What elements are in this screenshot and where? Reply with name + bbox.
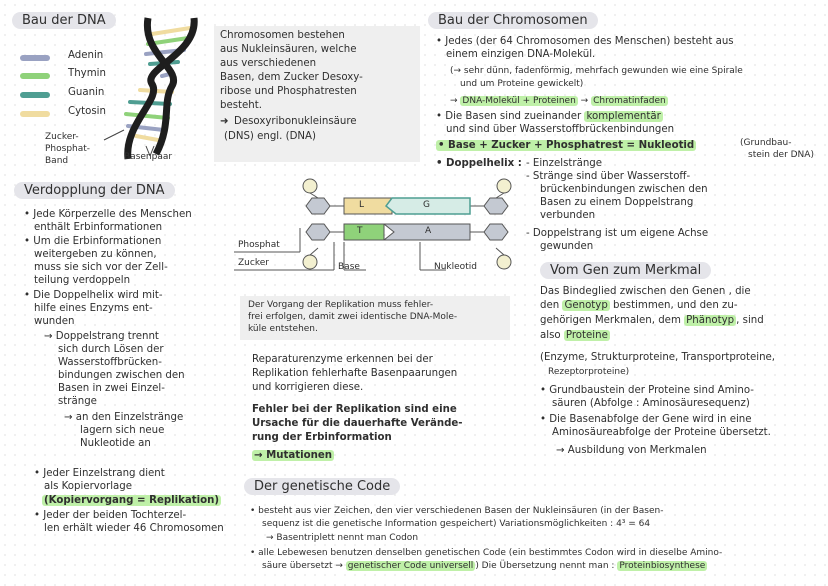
fehler-line-2: Ursache für die dauerhafte Verände-: [252, 418, 463, 429]
base-letter-g: G: [423, 200, 430, 210]
arrow-icon: ➜: [220, 116, 229, 127]
fehler-line-1: Fehler bei der Replikation sind eine: [252, 404, 457, 415]
label-base: Base: [338, 262, 360, 272]
legend-cytosin-label: Cytosin: [68, 106, 106, 117]
helix-label-basenpaar: Basenpaar: [124, 152, 173, 162]
reparatur-line-3: und korrigieren diese.: [252, 382, 364, 393]
base-letter-a: A: [425, 226, 432, 236]
reparatur-line-2: Replikation fehlerhafte Basenpaarungen: [252, 368, 458, 379]
fehler-line-3: rung der Erbinformation: [252, 432, 392, 443]
dna-fullname: Desoxyribonukleinsäure: [234, 116, 357, 127]
legend-guanin-bar: [20, 92, 50, 98]
helix-label-zucker: Zucker-: [45, 132, 79, 142]
nucleotide-diagram: [234, 176, 524, 286]
legend-cytosin-bar: [20, 111, 50, 117]
legend-guanin-label: Guanin: [68, 87, 105, 98]
dna-abbreviation: (DNS) engl. (DNA): [224, 131, 317, 142]
legend-adenin-label: Adenin: [68, 50, 104, 61]
highlight-chromatinfaden: Chromatinfaden: [593, 96, 666, 106]
heading-verdopplung: Verdopplung der DNA: [14, 182, 175, 199]
helix-label-band: Band: [45, 156, 69, 166]
highlight-proteinbiosynthese: Proteinbiosynthese: [619, 561, 706, 571]
highlight-dna-proteine: DNA-Molekül + Proteinen: [462, 96, 576, 106]
highlight-proteine: Proteine: [565, 330, 608, 341]
highlight-nukleotid: • Base + Zucker + Phosphatrest = Nukleotid: [438, 140, 695, 151]
heading-bau-der-chromosomen: Bau der Chromosomen: [428, 12, 598, 29]
label-nukleotid: Nukleotid: [434, 262, 477, 272]
highlight-code-universell: genetischer Code universell: [347, 561, 474, 571]
highlight-komplementaer: komplementär: [586, 111, 661, 122]
highlight-genotyp: Genotyp: [564, 300, 608, 311]
highlight-phaenotyp: Phänotyp: [686, 315, 735, 326]
base-letter-t: T: [357, 226, 363, 236]
mutationen-highlight: → Mutationen: [254, 450, 332, 461]
legend-thymin-label: Thymin: [68, 68, 106, 79]
label-phosphat: Phosphat: [238, 240, 280, 250]
reparatur-line-1: Reparaturenzyme erkennen bei der: [252, 354, 433, 365]
doppelhelix-label: • Doppelhelix :: [436, 158, 522, 169]
heading-gen-merkmal: Vom Gen zum Merkmal: [540, 262, 711, 279]
helix-label-phosphat: Phosphat-: [45, 144, 91, 154]
replikation-highlight: (Kopiervorgang = Replikation): [44, 495, 220, 506]
legend-adenin-bar: [20, 55, 50, 61]
heading-genetischer-code: Der genetische Code: [244, 478, 400, 495]
legend-thymin-bar: [20, 73, 50, 79]
heading-bau-der-dna: Bau der DNA: [12, 12, 116, 29]
label-zucker: Zucker: [238, 258, 269, 268]
base-letter-l: L: [359, 200, 365, 210]
